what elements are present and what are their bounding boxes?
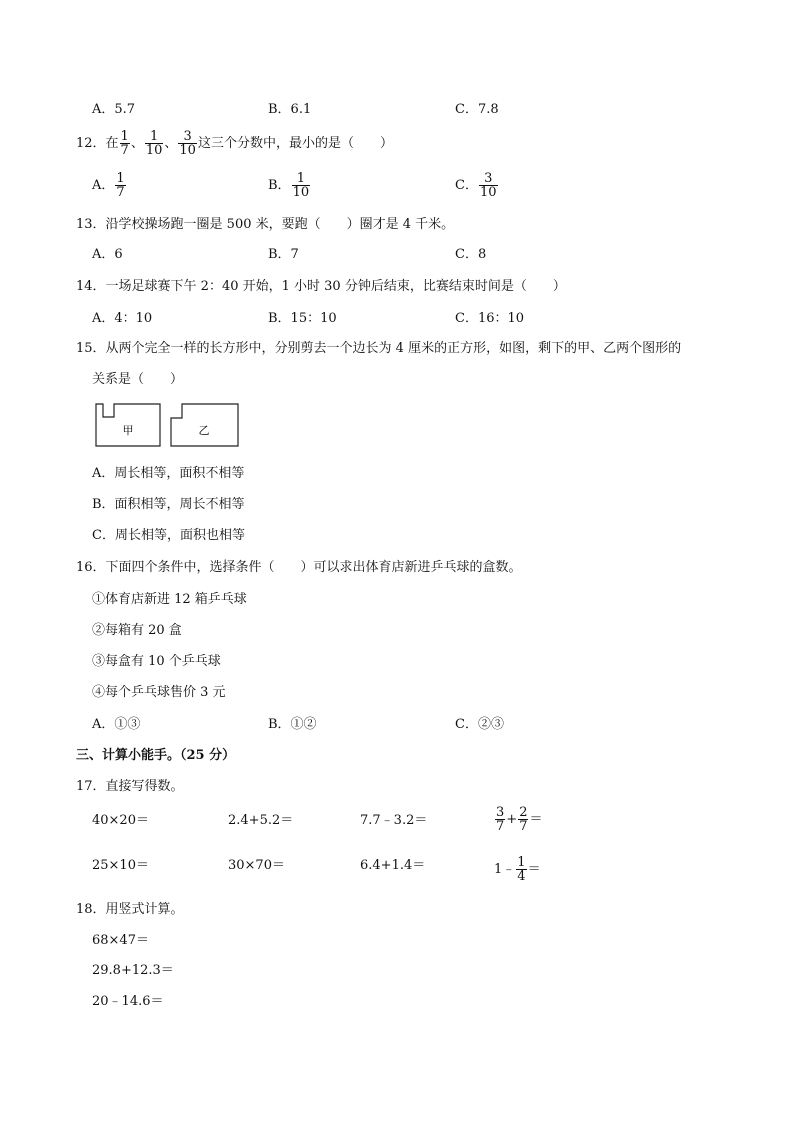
q17-stem: 17．直接写得数。	[76, 779, 184, 794]
q13-stem: 13．沿学校操场跑一圈是 500 米，要跑（ ）圈才是 4 千米。	[76, 217, 455, 232]
q16-stem: 16．下面四个条件中，选择条件（ ）可以求出体育店新进乒乓球的盒数。	[76, 560, 522, 575]
label-yi: 乙	[198, 424, 210, 437]
q15-stem-line-2: 关系是（ ）	[92, 372, 184, 387]
q15-option-b: B．面积相等，周长不相等	[92, 497, 245, 512]
q12-option-a: A． $\frac{1}{7}$	[92, 171, 125, 200]
q11-option-a: A．5.7	[92, 102, 136, 117]
q16-option-a: A．①③	[92, 717, 141, 732]
q17-expr-3: 7.7﹣3.2＝	[360, 813, 428, 828]
q15-option-a: A．周长相等，面积不相等	[92, 466, 245, 481]
section-3-title: 三、计算小能手。（25 分）	[76, 748, 236, 763]
q18-stem: 18．用竖式计算。	[76, 902, 184, 917]
q12-option-c: C． $\frac{3}{10}$	[455, 171, 497, 200]
q14-option-c: C．16：10	[455, 311, 525, 326]
q12-stem	[76, 130, 393, 157]
q12-sep-2: 、	[164, 136, 178, 151]
q17-expr-5: 25×10＝	[92, 858, 149, 873]
q17-expr-8: 1﹣ $\frac{1}{4}$ ＝	[494, 855, 541, 884]
q14-option-b: B．15：10	[268, 311, 337, 326]
q16-option-b: B．①②	[268, 717, 317, 732]
q11-option-c: C．7.8	[455, 102, 499, 117]
q15-stem-line-1: 15．从两个完全一样的长方形中，分别剪去一个边长为 4 厘米的正方形，如图，剩下的甲、乙两个图形的	[76, 341, 682, 356]
q18-expr-2: 29.8+12.3＝	[92, 963, 174, 978]
q12-fraction-2: $\frac{1}{10}$	[145, 129, 163, 158]
q16-option-c: C．②③	[455, 717, 504, 732]
q13-option-c: C．8	[455, 247, 487, 262]
q12-prefix: 12．在	[76, 136, 119, 151]
q13-option-a: A．6	[92, 247, 123, 262]
q13-option-b: B．7	[268, 247, 299, 262]
q17-expr-7: 6.4+1.4＝	[360, 858, 426, 873]
q16-condition-1: ①体育店新进 12 箱乒乓球	[92, 592, 247, 607]
q16-condition-3: ③每盒有 10 个乒乓球	[92, 654, 221, 669]
q18-expr-3: 20﹣14.6＝	[92, 994, 164, 1009]
q14-option-a: A．4：10	[92, 311, 153, 326]
q12-fraction-3: $\frac{3}{10}$	[179, 129, 196, 158]
q17-expr-2: 2.4+5.2＝	[228, 813, 294, 828]
label-jia: 甲	[122, 424, 134, 437]
q12-fraction-1: $\frac{1}{7}$	[120, 129, 129, 158]
q17-expr-4: $\frac{3}{7}$ + $\frac{2}{7}$ ＝	[496, 805, 543, 834]
q12-sep-1: 、	[130, 136, 144, 151]
q15-figure	[94, 402, 244, 452]
q12-option-b: B． $\frac{1}{10}$	[268, 171, 310, 200]
q16-condition-2: ②每箱有 20 盒	[92, 623, 182, 638]
q16-condition-4: ④每个乒乓球售价 3 元	[92, 685, 226, 700]
q18-expr-1: 68×47＝	[92, 933, 149, 948]
q15-option-c: C．周长相等，面积也相等	[92, 528, 245, 543]
q11-option-b: B．6.1	[268, 102, 312, 117]
q17-expr-6: 30×70＝	[228, 858, 285, 873]
q12-suffix: 这三个分数中，最小的是（ ）	[197, 136, 393, 151]
q14-stem: 14．一场足球赛下午 2：40 开始，1 小时 30 分钟后结束，比赛结束时间是（ ）	[76, 279, 566, 294]
q17-expr-1: 40×20＝	[92, 813, 149, 828]
